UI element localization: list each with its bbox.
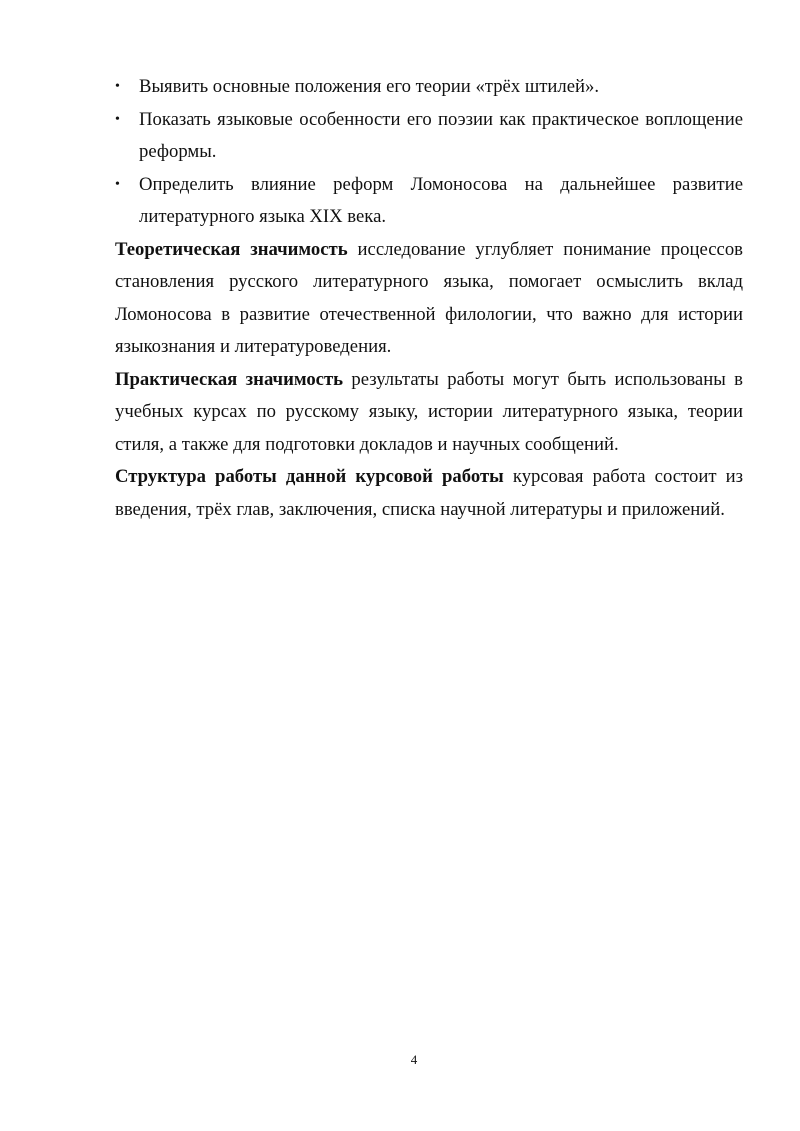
practical-significance-heading: Практическая значимость [115,368,344,390]
structure-heading: Структура работы данной курсовой работы [115,466,504,487]
structure-paragraph [115,461,743,526]
structure-text: курсовая работа состоит из введения, трёх глав, заключения, списка научной литературы и приложений. [115,466,743,520]
practical-significance-text: результаты работы могут быть использованы в учебных курсах по русскому языку, истории литературного языка, теории стиля, а также для подготовки докладов и научных сообщений. [115,368,743,455]
list-item-text: Выявить основные положения его теории «трёх штилей». [139,76,600,97]
bullet-icon: • [115,111,120,127]
theoretical-significance-paragraph [115,234,743,364]
list-item [115,169,743,234]
list-item [115,104,743,169]
theoretical-significance-text: исследование углубляет понимание процессов становления русского литературного языка, помогает осмыслить вклад Ломоносова в развитие отечественной филологии, что важно для истории языкознания и литературоведения. [115,238,744,357]
list-item-text: Показать языковые особенности его поэзии как практическое воплощение реформы. [139,108,743,162]
bullet-icon: • [115,176,120,192]
bullet-icon: • [115,79,120,94]
theoretical-significance-heading: Теоретическая значимость [115,238,348,260]
practical-significance-paragraph [115,364,743,462]
list-item-text: Определить влияние реформ Ломоносова на дальнейшее развитие литературного языка XIX века. [139,173,743,227]
page-number: 4 [410,1052,418,1067]
page-content [115,71,743,526]
goals-list [115,71,743,234]
list-item [115,71,743,104]
